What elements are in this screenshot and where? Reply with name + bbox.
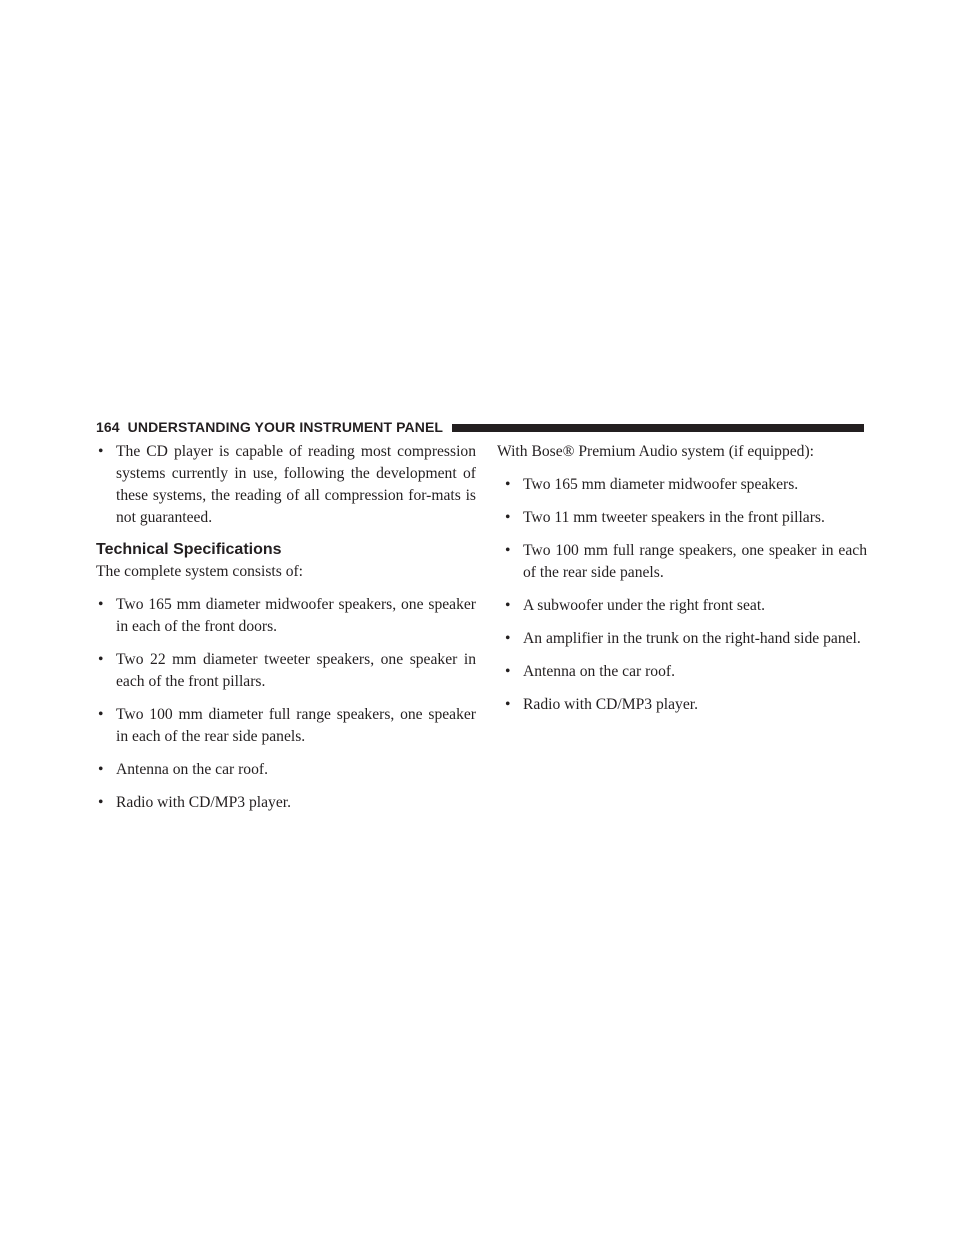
bullet-icon: • — [505, 696, 511, 713]
section-heading: Technical Specifications — [96, 541, 282, 558]
bullet-icon: • — [505, 542, 511, 559]
section-lead: The complete system consists of: — [96, 563, 304, 580]
page-number: 164 — [96, 419, 120, 435]
list-item — [503, 628, 867, 650]
bullet-icon: • — [98, 706, 104, 723]
list-item-text: Antenna on the car roof. — [523, 663, 675, 680]
bullet-icon: • — [505, 663, 511, 680]
list-item — [503, 694, 867, 716]
list-item-text: A subwoofer under the right front seat. — [523, 597, 766, 614]
list-item-text: An amplifier in the trunk on the right-hand side panel. — [523, 630, 861, 647]
list-item — [96, 594, 476, 638]
list-item — [96, 759, 476, 781]
list-item-text: Two 22 mm diameter tweeter speakers, one speaker in each of the front pillars. — [116, 651, 476, 690]
section-lead: With Bose® Premium Audio system (if equipped): — [497, 443, 814, 460]
list-item — [96, 704, 476, 748]
right-column — [497, 441, 867, 716]
list-item — [96, 441, 476, 529]
bullet-icon: • — [98, 596, 104, 613]
list-item — [503, 540, 867, 584]
list-item — [96, 649, 476, 693]
bose-speaker-list — [497, 474, 867, 716]
list-item — [503, 507, 867, 529]
list-item-text: Radio with CD/MP3 player. — [523, 696, 698, 713]
list-item-text: Two 100 mm diameter full range speakers, one speaker in each of the rear side panels. — [116, 706, 476, 745]
header-rule — [452, 424, 864, 432]
left-column — [96, 441, 476, 814]
list-item-text: Two 165 mm diameter midwoofer speakers. — [523, 476, 799, 493]
bullet-icon: • — [98, 651, 104, 668]
bullet-icon: • — [505, 476, 511, 493]
page-header — [96, 418, 864, 436]
list-item-text: The CD player is capable of reading most compression systems currently in use, following the development of these systems, the reading of all compression for-mats is not guaranteed. — [116, 443, 476, 526]
list-item-text: Two 165 mm diameter midwoofer speakers, one speaker in each of the front doors. — [116, 596, 476, 635]
bullet-icon: • — [505, 597, 511, 614]
list-item — [503, 474, 867, 496]
bullet-icon: • — [98, 761, 104, 778]
bullet-icon: • — [505, 630, 511, 647]
bullet-icon: • — [98, 794, 104, 811]
list-item-text: Antenna on the car roof. — [116, 761, 268, 778]
bullet-icon: • — [505, 509, 511, 526]
list-item-text: Two 11 mm tweeter speakers in the front pillars. — [523, 509, 825, 526]
list-item-text: Radio with CD/MP3 player. — [116, 794, 291, 811]
list-item-text: Two 100 mm full range speakers, one speaker in each of the rear side panels. — [523, 542, 867, 581]
list-item — [503, 595, 867, 617]
list-item — [503, 661, 867, 683]
section-title: UNDERSTANDING YOUR INSTRUMENT PANEL — [127, 419, 444, 435]
bullet-icon: • — [98, 443, 104, 460]
list-item — [96, 792, 476, 814]
